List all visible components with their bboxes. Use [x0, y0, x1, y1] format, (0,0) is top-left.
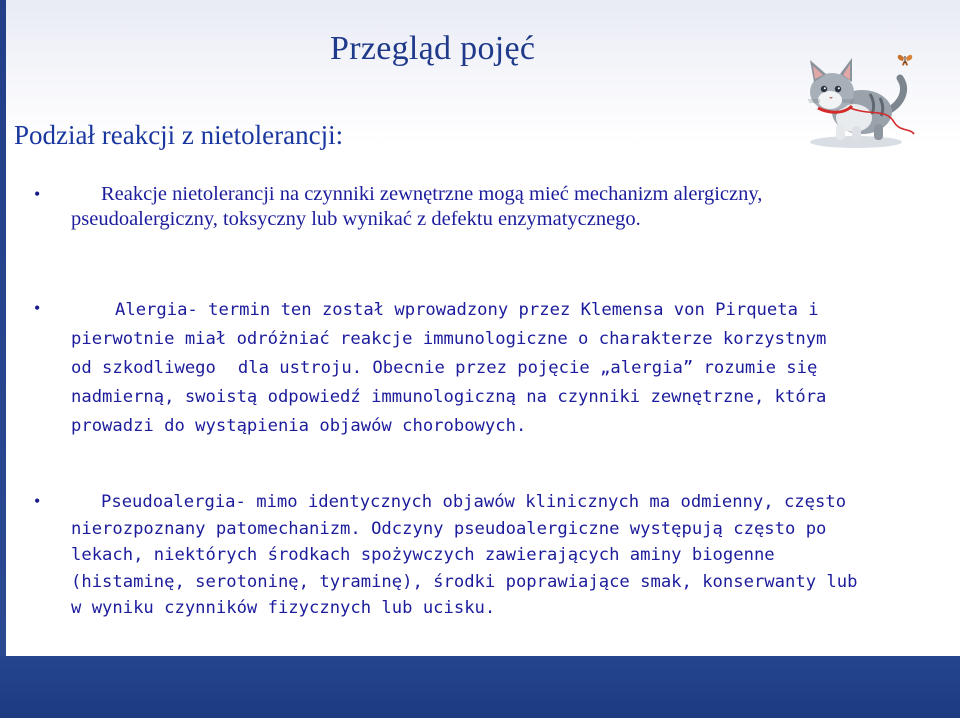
section-subtitle: Podział reakcji z nietolerancji: — [14, 120, 344, 150]
bullet-marker-2: • — [34, 298, 41, 318]
slide-title: Przegląd pojęć — [330, 30, 536, 67]
bullet-1-text: Reakcje nietolerancji na czynniki zewnętrzne mogą mieć mechanizm alergiczny, pseudoalergiczny, toksyczny lub wynikać z defektu enzymatycznego. — [71, 183, 763, 230]
bullet-text-pseudoallergy — [71, 489, 861, 622]
kitten-illustration-icon — [790, 42, 930, 154]
bullet-3-text: Pseudoalergia- mimo identycznych objawów klinicznych ma odmienny, często nierozpoznany patomechanizm. Odczyny pseudoalergiczne występują często po lekach, niektórych środkach spożywczych zawierających aminy biogenne (histaminę, serotoninę, tyraminę), środki poprawiające smak, konserwanty lub w wyniku czynników fizycznych lub ucisku. — [71, 492, 858, 618]
bullet-marker-1: • — [34, 184, 41, 204]
bullet-marker-3: • — [34, 491, 41, 511]
bullet-2-text-part-2: dla ustroju. Obecnie przez pojęcie „alergia” rozumie się nadmierną, swoistą odpowiedź immunologiczną na czynniki zewnętrzne, która prowadzi do wystąpienia objawów chorobowych. — [71, 358, 827, 436]
bullet-2-text-part-1: Alergia- termin ten został wprowadzony przez Klemensa von Pirqueta i pierwotnie miał odróżniać reakcje immunologiczne o charakterze korzystnym od szkodliwego — [71, 300, 827, 378]
bullet-text-allergy — [71, 296, 841, 441]
bottom-frame-band — [0, 656, 960, 718]
bullet-text-intolerance — [71, 182, 831, 232]
